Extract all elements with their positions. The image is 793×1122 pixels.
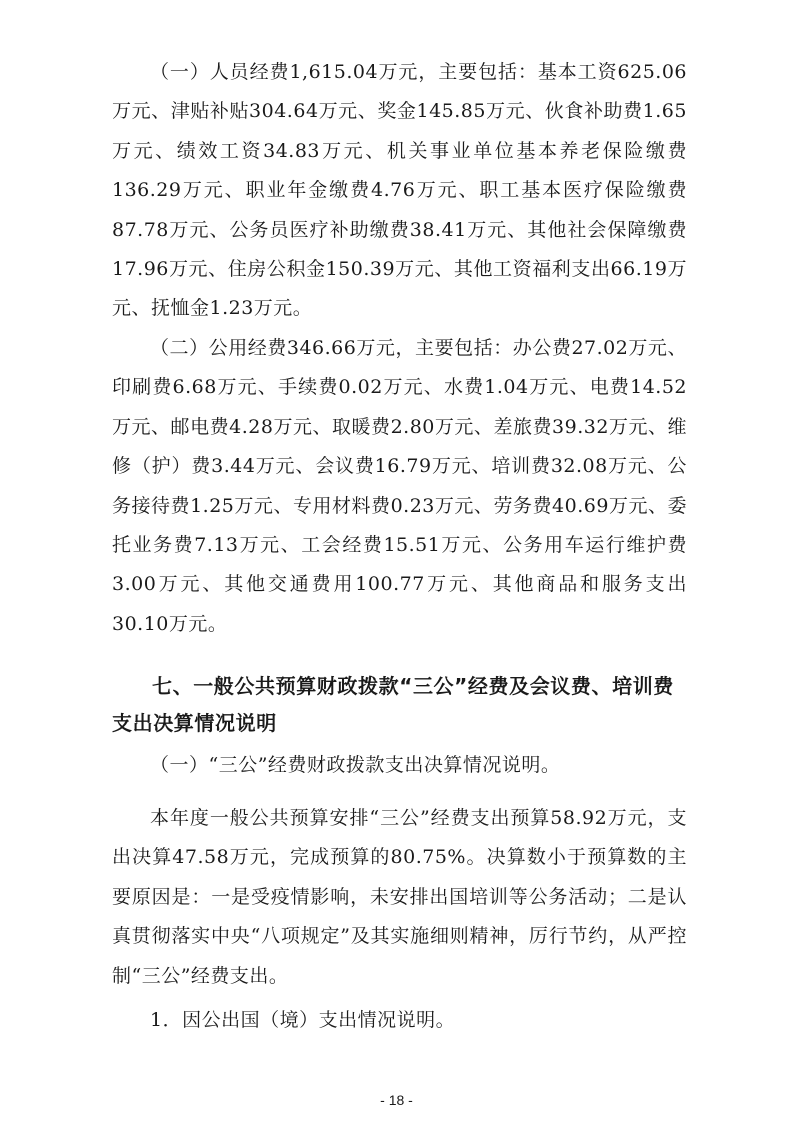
personnel-expenses-text: （一）人员经费1,615.04万元，主要包括：基本工资625.06万元、津贴补贴304.64万元、奖金145.85万元、伙食补助费1.65万元、绩效工资34.83万元、机关事业单位基本养老保险缴费136.29万元、职业年金缴费4.76万元、职工基本医疗保险缴费87.78万元、公务员医疗补助缴费38.41万元、其他社会保障缴费17.96万元、住房公积金150.39万元、其他工资福利支出66.19万元、抚恤金1.23万元。 <box>112 61 687 320</box>
item-heading: 1．因公出国（境）支出情况说明。 <box>150 1009 456 1031</box>
item-heading-block <box>112 1001 687 1040</box>
page-number: - 18 - <box>380 1092 413 1108</box>
public-expenses-paragraph <box>112 329 687 644</box>
three-public-expenses-text: 本年度一般公共预算安排“三公”经费支出预算58.92万元，支出决算47.58万元，完成预算的80.75%。决算数小于预算数的主要原因是：一是受疫情影响，未安排出国培训等公务活动；二是认真贯彻落实中央“八项规定”及其实施细则精神，厉行节约，从严控制“三公”经费支出。 <box>112 807 687 987</box>
subsection-heading: （一）“三公”经费财政拨款支出决算情况说明。 <box>150 754 561 776</box>
public-expenses-text: （二）公用经费346.66万元，主要包括：办公费27.02万元、印刷费6.68万元、手续费0.02万元、水费1.04万元、电费14.52万元、邮电费4.28万元、取暖费2.80万元、差旅费39.32万元、维修（护）费3.44万元、会议费16.79万元、培训费32.08万元、公务接待费1.25万元、专用材料费0.23万元、劳务费40.69万元、委托业务费7.13万元、工会经费15.51万元、公务用车运行维护费3.00万元、其他交通费用100.77万元、其他商品和服务支出30.10万元。 <box>112 337 687 635</box>
section-heading: 七、一般公共预算财政拨款“三公”经费及会议费、培训费支出决算情况说明 <box>112 674 674 735</box>
personnel-expenses-paragraph <box>112 53 687 329</box>
three-public-expenses-paragraph <box>112 799 687 996</box>
subsection-heading-block <box>112 746 687 785</box>
